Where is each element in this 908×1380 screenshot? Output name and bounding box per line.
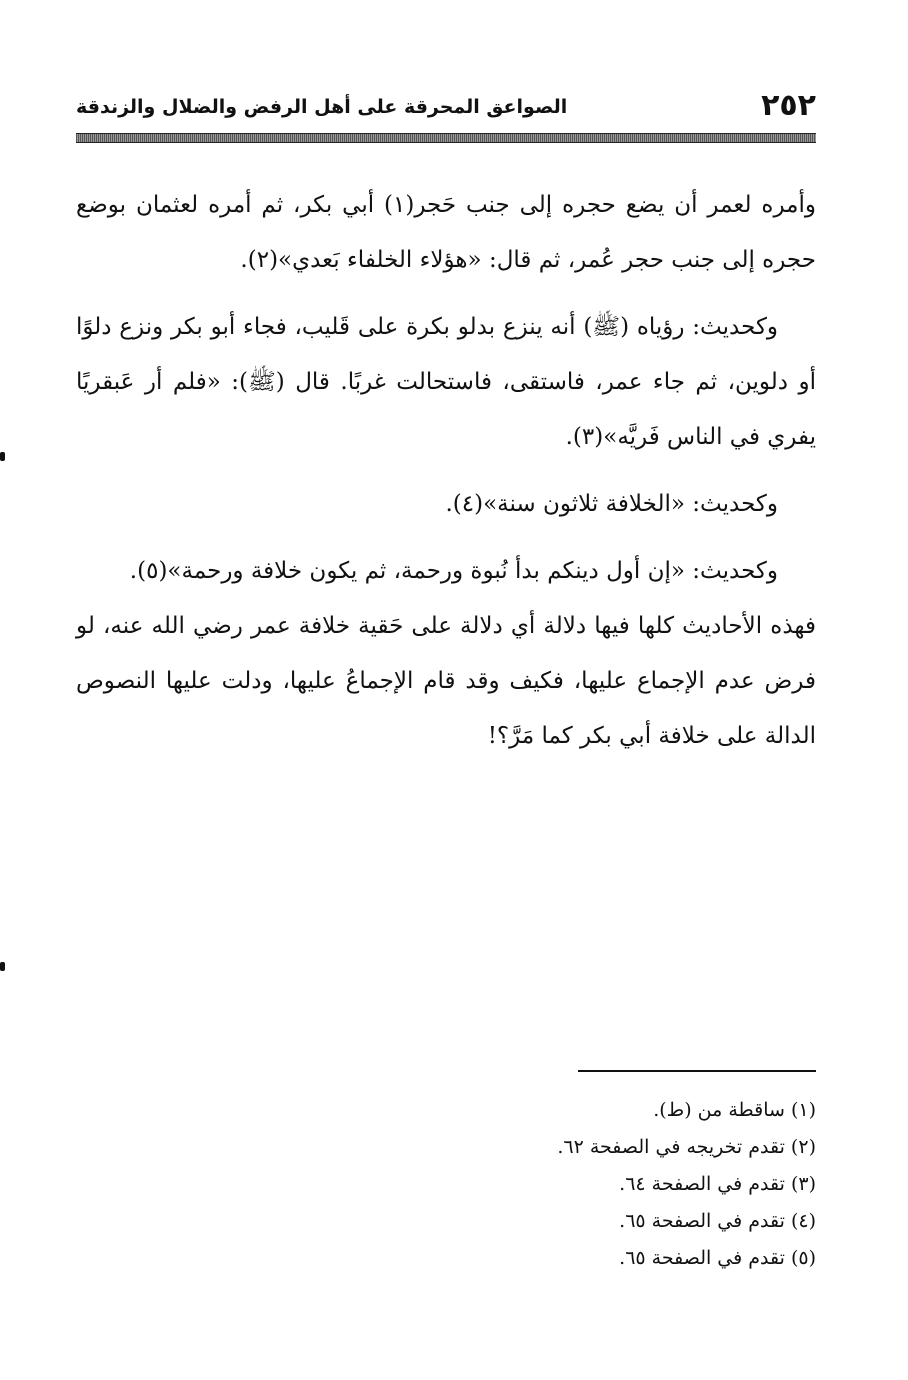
scan-mark (0, 452, 5, 461)
paragraph: وكحديث: «الخلافة ثلاثون سنة»(٤). (445, 491, 778, 517)
page-number: ٢٥٢ (761, 88, 816, 123)
footnote-item: (٤) تقدم في الصفحة ٦٥. (619, 1210, 816, 1232)
paragraph: فهذه الأحاديث كلها فيها دلالة أي دلالة على حَقية خلافة عمر رضي الله عنه، لو فرض عدم الإجماع عليها، فكيف وقد قام الإجماعُ عليها، ودلت عليها النصوص الدالة على خلافة أبي بكر كما مَرَّ؟! (76, 613, 816, 749)
main-text (76, 178, 816, 776)
footnotes (76, 1092, 816, 1277)
paragraph: وكحديث: رؤياه (ﷺ) أنه ينزع بدلو بكرة على قَليب، فجاء أبو بكر ونزع دلوًا أو دلوين، ثم جاء عمر، فاستقى، فاستحالت غربًا. قال (ﷺ): «فلم أر عَبقريًا يفري في الناس فَريَّه»(٣). (76, 314, 816, 450)
footnote-item: (١) ساقطة من (ط). (653, 1099, 816, 1121)
page-header (76, 88, 816, 128)
header-rule (76, 133, 816, 143)
footnote-separator (578, 1070, 816, 1072)
running-title: الصواعق المحرقة على أهل الرفض والضلال والزندقة (76, 96, 568, 118)
paragraph: وأمره لعمر أن يضع حجره إلى جنب حَجر(١) أبي بكر، ثم أمره لعثمان بوضع حجره إلى جنب حجر عُمر، ثم قال: «هؤلاء الخلفاء بَعدي»(٢). (76, 192, 816, 273)
footnote-item: (٥) تقدم في الصفحة ٦٥. (619, 1247, 816, 1269)
scan-mark (0, 962, 5, 971)
paragraph: وكحديث: «إن أول دينكم بدأ نُبوة ورحمة، ثم يكون خلافة ورحمة»(٥). (129, 558, 778, 584)
footnote-item: (٣) تقدم في الصفحة ٦٤. (619, 1173, 816, 1195)
footnote-item: (٢) تقدم تخريجه في الصفحة ٦٢. (557, 1136, 816, 1158)
